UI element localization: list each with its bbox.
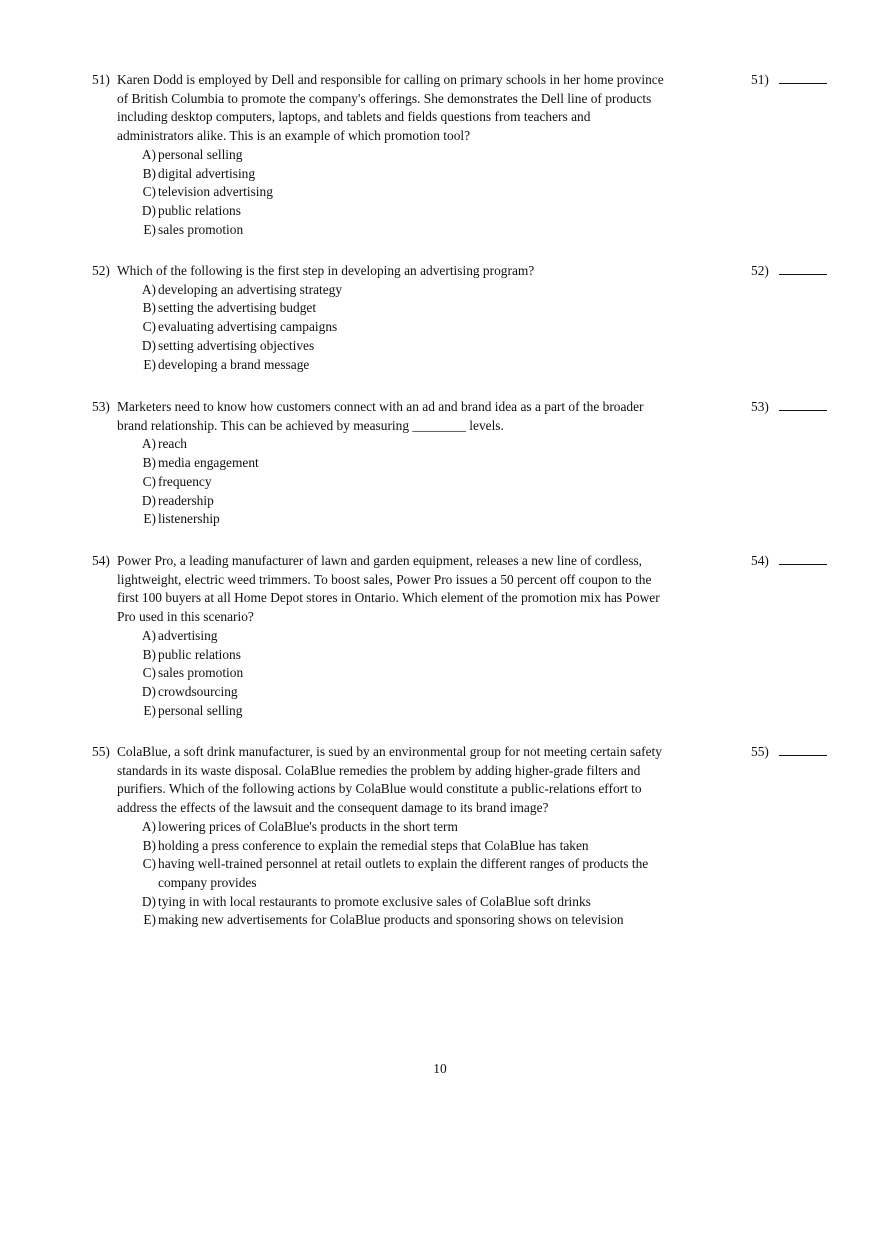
answer-slot [751, 262, 841, 281]
answer-slot [751, 743, 841, 762]
choice-e[interactable] [137, 356, 678, 375]
choice-d[interactable] [137, 893, 678, 912]
choice-text: holding a press conference to explain the remedial steps that ColaBlue has taken [158, 837, 589, 853]
choice-d[interactable] [137, 337, 678, 356]
page-number: 10 [433, 1061, 447, 1076]
question-number: 51) [92, 72, 110, 87]
answer-label: 53) [751, 399, 769, 414]
answer-blank[interactable] [779, 553, 827, 565]
question-55 [92, 743, 837, 943]
answer-label: 55) [751, 744, 769, 759]
answer-slot [751, 552, 841, 571]
choice-letter: B) [142, 837, 156, 853]
choice-a[interactable] [137, 281, 678, 300]
choice-letter: A) [141, 146, 156, 162]
choice-text: digital advertising [158, 165, 256, 181]
question-text: Karen Dodd is employed by Dell and responsible for calling on primary schools in her home province of British Columbia to promote the company's offerings. She demonstrates the Dell line of products including desktop computers, laptops, and tablets and fields questions from teachers and administrators alike. This is an example of which promotion tool? [117, 72, 664, 144]
choice-b[interactable] [137, 646, 678, 665]
choice-letter: D) [141, 683, 156, 699]
choice-e[interactable] [137, 702, 678, 721]
choice-text: setting the advertising budget [158, 300, 317, 316]
choice-letter: C) [142, 665, 156, 681]
choice-text: public relations [158, 646, 241, 662]
answer-label: 54) [751, 553, 769, 568]
answer-label: 52) [751, 263, 769, 278]
choice-letter: A) [141, 436, 156, 452]
choice-d[interactable] [137, 492, 678, 511]
choice-c[interactable] [137, 183, 678, 202]
choice-list [137, 281, 837, 375]
choice-text: evaluating advertising campaigns [158, 319, 338, 335]
answer-blank[interactable] [779, 744, 827, 756]
answer-blank[interactable] [779, 399, 827, 411]
choice-letter: D) [141, 337, 156, 353]
choice-letter: E) [143, 511, 156, 527]
choice-letter: C) [142, 473, 156, 489]
choice-letter: E) [143, 221, 156, 237]
choice-letter: D) [141, 202, 156, 218]
question-51 [92, 71, 837, 253]
question-text: Marketers need to know how customers connect with an ad and brand idea as a part of the broader brand relationship. This can be achieved by measuring ________ levels. [117, 399, 644, 433]
choice-a[interactable] [137, 818, 678, 837]
choice-text: readership [158, 492, 214, 508]
choice-list [137, 146, 837, 240]
choice-text: crowdsourcing [158, 683, 238, 699]
choice-letter: C) [142, 184, 156, 200]
choice-letter: B) [142, 646, 156, 662]
choice-list [137, 818, 837, 930]
choice-b[interactable] [137, 299, 678, 318]
choice-letter: E) [143, 702, 156, 718]
question-number: 54) [92, 553, 110, 568]
choice-list [137, 435, 837, 529]
choice-letter: E) [143, 912, 156, 928]
choice-letter: B) [142, 455, 156, 471]
answer-slot [751, 71, 841, 90]
choice-b[interactable] [137, 165, 678, 184]
choice-a[interactable] [137, 435, 678, 454]
choice-letter: C) [142, 856, 156, 872]
choice-text: sales promotion [158, 221, 244, 237]
choice-letter: C) [142, 319, 156, 335]
question-text: Power Pro, a leading manufacturer of lawn and garden equipment, releases a new line of cordless, lightweight, electric weed trimmers. To boost sales, Power Pro issues a 50 percent off coupon to the first 100 buyers at all Home Depot stores in Ontario. Which element of the promotion mix has Power Pro used in this scenario? [117, 553, 660, 625]
choice-d[interactable] [137, 683, 678, 702]
answer-slot [751, 398, 841, 417]
question-53 [92, 398, 837, 542]
choice-text: developing an advertising strategy [158, 281, 343, 297]
choice-e[interactable] [137, 510, 678, 529]
choice-text: tying in with local restaurants to promote exclusive sales of ColaBlue soft drinks [158, 893, 591, 909]
choice-letter: A) [141, 818, 156, 834]
choice-letter: E) [143, 356, 156, 372]
choice-text: sales promotion [158, 665, 244, 681]
choice-text: television advertising [158, 184, 273, 200]
choice-text: frequency [158, 473, 212, 489]
question-number: 55) [92, 744, 110, 759]
choice-c[interactable] [137, 473, 678, 492]
choice-text: reach [158, 436, 187, 452]
choice-text: having well-trained personnel at retail outlets to explain the different ranges of products the company provides [158, 856, 649, 890]
choice-e[interactable] [137, 221, 678, 240]
choice-text: personal selling [158, 702, 243, 718]
choice-letter: B) [142, 300, 156, 316]
choice-e[interactable] [137, 911, 678, 930]
choice-letter: B) [142, 165, 156, 181]
question-text: Which of the following is the first step in developing an advertising program? [117, 263, 535, 278]
choice-b[interactable] [137, 454, 678, 473]
question-54 [92, 552, 837, 734]
question-number: 52) [92, 263, 110, 278]
choice-text: listenership [158, 511, 220, 527]
choice-a[interactable] [137, 627, 678, 646]
choice-text: advertising [158, 627, 218, 643]
choice-a[interactable] [137, 146, 678, 165]
choice-b[interactable] [137, 837, 678, 856]
choice-c[interactable] [137, 855, 678, 892]
choice-letter: A) [141, 627, 156, 643]
choice-text: making new advertisements for ColaBlue products and sponsoring shows on television [158, 912, 624, 928]
choice-text: personal selling [158, 146, 243, 162]
choice-letter: A) [141, 281, 156, 297]
choice-letter: D) [141, 492, 156, 508]
choice-text: media engagement [158, 455, 259, 471]
question-text: ColaBlue, a soft drink manufacturer, is sued by an environmental group for not meeting certain safety standards in its waste disposal. ColaBlue remedies the problem by adding higher-grade filters and purifiers. Which of the following actions by ColaBlue would constitute a public-relations effort to address the effects of the lawsuit and the consequent damage to its brand image? [117, 744, 662, 816]
choice-text: developing a brand message [158, 356, 310, 372]
question-52 [92, 262, 837, 388]
answer-blank[interactable] [779, 263, 827, 275]
choice-text: public relations [158, 202, 241, 218]
answer-label: 51) [751, 72, 769, 87]
choice-text: setting advertising objectives [158, 337, 315, 353]
question-number: 53) [92, 399, 110, 414]
choice-letter: D) [141, 893, 156, 909]
choice-text: lowering prices of ColaBlue's products in the short term [158, 818, 458, 834]
choice-d[interactable] [137, 202, 678, 221]
choice-c[interactable] [137, 664, 678, 683]
answer-blank[interactable] [779, 72, 827, 84]
choice-list [137, 627, 837, 721]
choice-c[interactable] [137, 318, 678, 337]
